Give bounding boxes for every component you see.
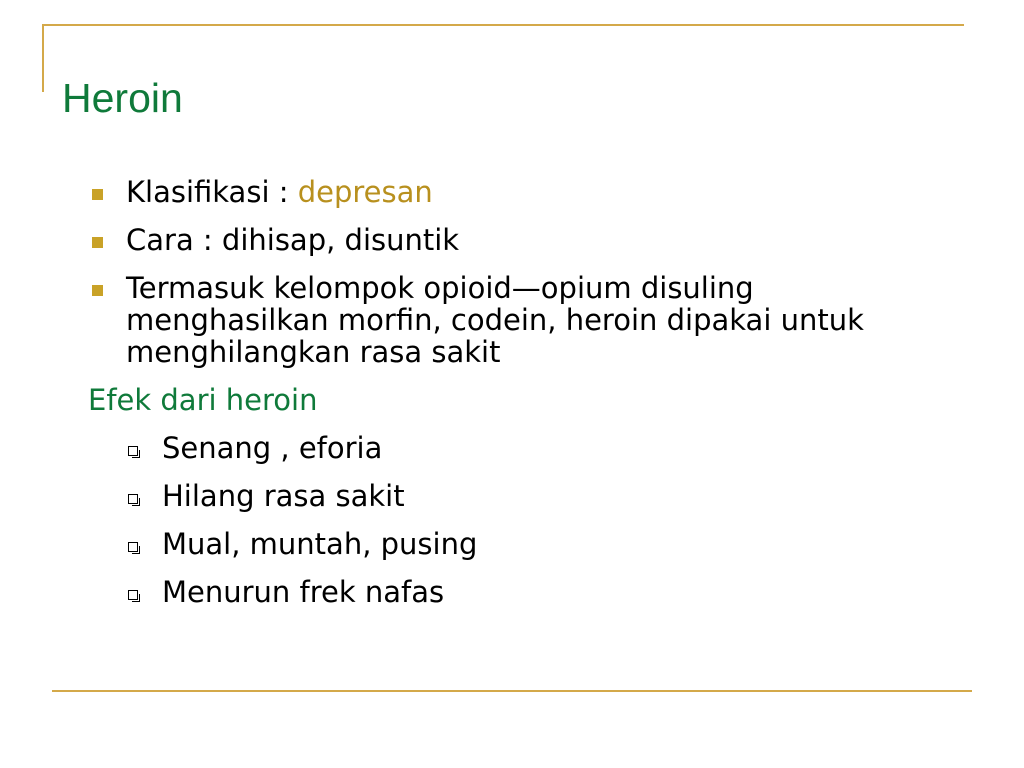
bullet-item bbox=[88, 176, 888, 208]
sub-bullet-text: Senang , eforia bbox=[162, 431, 383, 465]
frame-left-line bbox=[42, 24, 44, 92]
hollow-square-icon bbox=[128, 542, 138, 552]
bullet-text: Termasuk kelompok opioid—opium disuling menghasilkan morfin, codein, heroin dipakai untuk menghilangkan rasa sakit bbox=[126, 271, 864, 369]
sub-bullet-text: Hilang rasa sakit bbox=[162, 479, 405, 513]
sub-bullet-item bbox=[88, 576, 888, 608]
sub-bullet-text: Mual, muntah, pusing bbox=[162, 527, 478, 561]
sub-bullet-text: Menurun frek nafas bbox=[162, 575, 445, 609]
filled-square-icon bbox=[92, 189, 103, 200]
subheading: Efek dari heroin bbox=[88, 383, 318, 417]
sub-bullet-item bbox=[88, 480, 888, 512]
bullet-item bbox=[88, 272, 888, 368]
slide-title: Heroin bbox=[62, 75, 183, 121]
bullet-item bbox=[88, 224, 888, 256]
hollow-square-icon bbox=[128, 590, 138, 600]
filled-square-icon bbox=[92, 237, 103, 248]
sub-bullet-item bbox=[88, 432, 888, 464]
sub-bullet-item bbox=[88, 528, 888, 560]
frame-bottom-line bbox=[52, 690, 972, 692]
frame-top-line bbox=[42, 24, 964, 26]
slide-content bbox=[88, 176, 888, 624]
bullet-text: Cara : dihisap, disuntik bbox=[126, 223, 460, 257]
bullet-accent-text: depresan bbox=[297, 175, 433, 209]
hollow-square-icon bbox=[128, 446, 138, 456]
hollow-square-icon bbox=[128, 494, 138, 504]
bullet-text: Klasifikasi : bbox=[126, 175, 298, 209]
filled-square-icon bbox=[92, 285, 103, 296]
